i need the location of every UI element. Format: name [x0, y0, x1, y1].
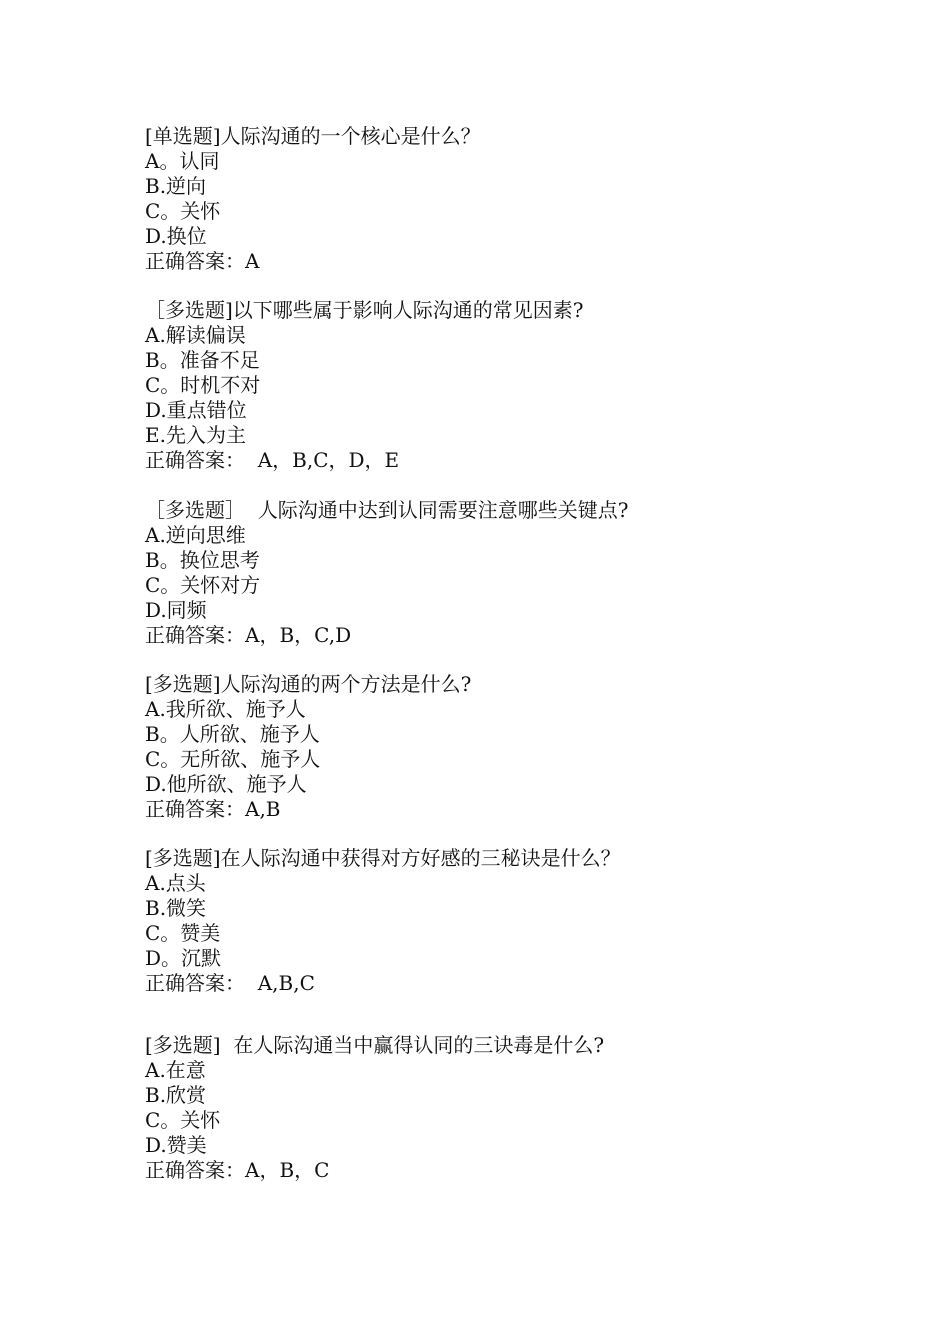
option-a: A.解读偏误: [145, 323, 246, 347]
option-a: A.点头: [145, 871, 206, 895]
option-d: D.同频: [145, 598, 207, 622]
option-c: C。关怀: [145, 1108, 221, 1132]
correct-answer: 正确答案：A，B，C,D: [145, 623, 352, 647]
option-b: B.微笑: [145, 896, 207, 920]
option-e: E.先入为主: [145, 423, 246, 447]
option-d: D.赞美: [145, 1133, 207, 1157]
option-d: D.换位: [145, 224, 207, 248]
option-c: C。无所欲、施予人: [145, 747, 321, 771]
question-stem: ［多选题]以下哪些属于影响人际沟通的常见因素?: [145, 298, 584, 322]
correct-answer: 正确答案：A，B，C: [145, 1158, 330, 1182]
question-3: [145, 498, 905, 648]
option-a: A.我所欲、施予人: [145, 697, 306, 721]
question-stem: ［多选题］ 人际沟通中达到认同需要注意哪些关键点?: [145, 498, 629, 522]
option-a: A.在意: [145, 1058, 206, 1082]
option-c: C。关怀对方: [145, 573, 261, 597]
option-b: B。人所欲、施予人: [145, 722, 320, 746]
question-6: [145, 1033, 905, 1183]
option-b: B。换位思考: [145, 548, 260, 572]
correct-answer: 正确答案： A,B,C: [145, 971, 315, 995]
option-c: C。时机不对: [145, 373, 261, 397]
option-d: D。沉默: [145, 946, 222, 970]
option-c: C。关怀: [145, 199, 221, 223]
option-b: B。准备不足: [145, 348, 260, 372]
option-b: B.逆向: [145, 174, 207, 198]
question-stem: [多选题]人际沟通的两个方法是什么?: [145, 672, 472, 696]
option-d: D.他所欲、施予人: [145, 772, 307, 796]
correct-answer: 正确答案：A: [145, 249, 260, 273]
question-2: [145, 298, 905, 473]
correct-answer: 正确答案：A,B: [145, 797, 281, 821]
question-stem: [多选题]在人际沟通中获得对方好感的三秘诀是什么？: [145, 846, 621, 870]
option-d: D.重点错位: [145, 398, 247, 422]
option-a: A。认同: [145, 149, 220, 173]
question-4: [145, 672, 905, 822]
question-1: [145, 124, 905, 274]
option-a: A.逆向思维: [145, 523, 246, 547]
option-b: B.欣赏: [145, 1083, 207, 1107]
question-stem: [单选题]人际沟通的一个核心是什么？: [145, 124, 481, 148]
option-c: C。赞美: [145, 921, 221, 945]
correct-answer: 正确答案： A，B,C，D，E: [145, 448, 400, 472]
question-5: [145, 846, 905, 996]
question-stem: [多选题] 在人际沟通当中赢得认同的三诀毒是什么?: [145, 1033, 605, 1057]
